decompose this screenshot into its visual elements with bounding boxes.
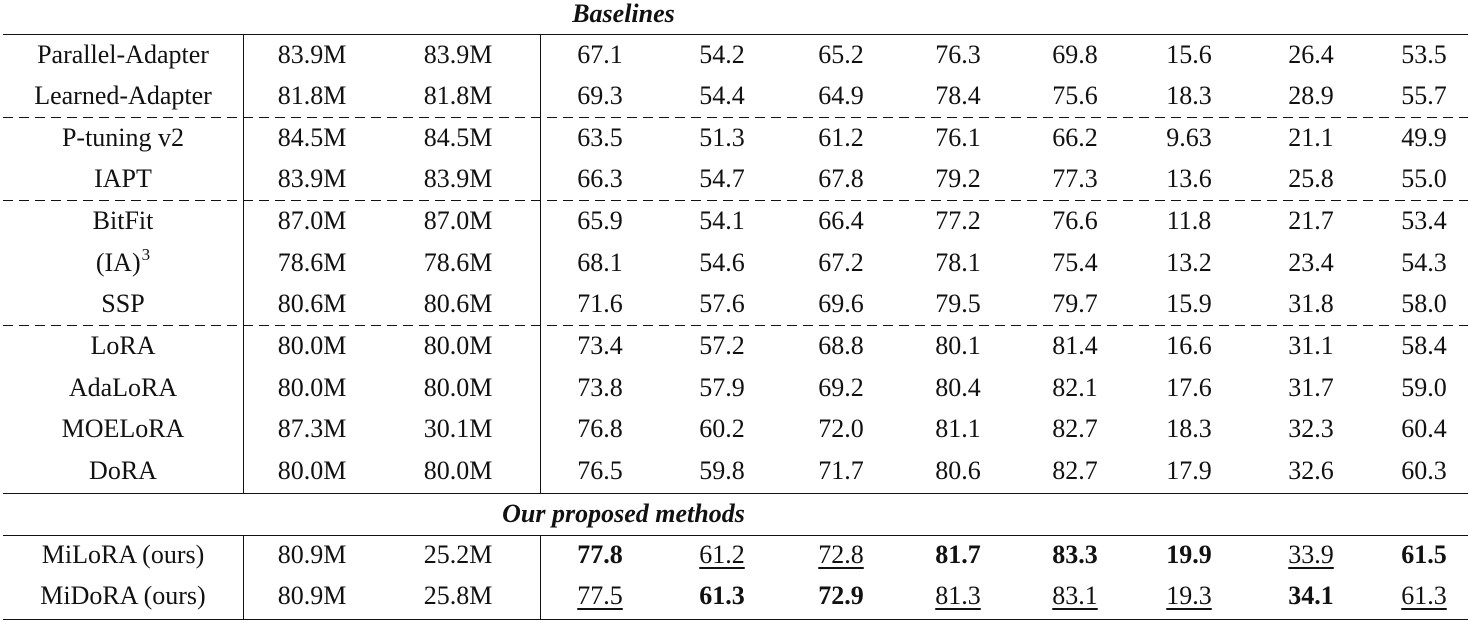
table-row (0, 409, 1471, 449)
score-value: 72.8 (818, 540, 864, 569)
score-cell (1052, 535, 1098, 575)
score-cell (699, 576, 745, 616)
score-value: 26.4 (1288, 40, 1334, 69)
score-cell (1052, 326, 1098, 366)
score-value: 76.5 (577, 456, 623, 485)
table-row (0, 76, 1471, 116)
method-label: (IA) (95, 248, 141, 277)
score-cell (935, 35, 981, 75)
params-active-cell: 81.8M (423, 81, 493, 110)
score-value: 71.6 (577, 289, 623, 318)
score-cell (1401, 35, 1447, 75)
score-cell (1401, 284, 1447, 324)
score-cell (1288, 243, 1334, 283)
score-cell (1401, 576, 1447, 616)
score-value: 16.6 (1166, 331, 1212, 360)
method-name (89, 451, 157, 491)
score-cell (699, 76, 745, 116)
table-row (0, 118, 1471, 158)
score-value: 21.1 (1288, 123, 1334, 152)
rule-bottom (3, 619, 1468, 620)
score-cell (1166, 76, 1212, 116)
score-cell (935, 284, 981, 324)
score-cell (1401, 451, 1447, 491)
score-cell (818, 409, 864, 449)
params-total-cell: 80.0M (277, 456, 347, 485)
score-cell (1288, 201, 1334, 241)
score-value: 66.2 (1052, 123, 1098, 152)
score-cell (1401, 368, 1447, 408)
score-cell (1288, 451, 1334, 491)
score-value: 83.1 (1052, 581, 1098, 610)
score-cell (1401, 243, 1447, 283)
score-value: 65.2 (818, 40, 864, 69)
score-value: 83.3 (1052, 540, 1098, 569)
params-total-cell: 80.9M (277, 581, 347, 610)
score-value: 77.8 (577, 540, 623, 569)
method-label: AdaLoRA (68, 373, 178, 402)
score-value: 13.6 (1166, 164, 1212, 193)
score-cell (1166, 35, 1212, 75)
score-value: 53.5 (1401, 40, 1447, 69)
params-total-cell: 80.6M (277, 289, 347, 318)
table-row (0, 576, 1471, 616)
score-cell (818, 76, 864, 116)
params-total-cell: 78.6M (277, 248, 347, 277)
score-value: 49.9 (1401, 123, 1447, 152)
method-name (34, 76, 212, 116)
method-label: MiLoRA (ours) (41, 540, 205, 569)
score-value: 69.2 (818, 373, 864, 402)
score-value: 17.6 (1166, 373, 1212, 402)
score-value: 79.5 (935, 289, 981, 318)
score-cell (577, 159, 623, 199)
score-cell (818, 35, 864, 75)
score-cell (935, 159, 981, 199)
score-cell (1052, 35, 1098, 75)
params-total-cell: 80.9M (277, 540, 347, 569)
table-row (0, 326, 1471, 366)
score-cell (577, 284, 623, 324)
score-value: 76.8 (577, 414, 623, 443)
score-cell (1401, 159, 1447, 199)
score-value: 55.0 (1401, 164, 1447, 193)
params-active-cell: 83.9M (423, 40, 493, 69)
score-cell (935, 118, 981, 158)
score-value: 81.3 (935, 581, 981, 610)
score-cell (1166, 243, 1212, 283)
score-value: 25.8 (1288, 164, 1334, 193)
score-value: 64.9 (818, 81, 864, 110)
score-cell (1288, 535, 1334, 575)
params-active-cell: 30.1M (423, 414, 493, 443)
score-value: 81.4 (1052, 331, 1098, 360)
score-cell (699, 451, 745, 491)
score-value: 66.3 (577, 164, 623, 193)
score-value: 71.7 (818, 456, 864, 485)
score-cell (577, 535, 623, 575)
score-cell (1166, 576, 1212, 616)
score-value: 33.9 (1288, 540, 1334, 569)
score-value: 15.6 (1166, 40, 1212, 69)
method-name (62, 118, 184, 158)
table-row (0, 159, 1471, 199)
method-label: MOELoRA (61, 414, 185, 443)
score-value: 61.5 (1401, 540, 1447, 569)
score-cell (1288, 76, 1334, 116)
method-name (101, 284, 144, 324)
table-row (0, 243, 1471, 283)
score-cell (1052, 118, 1098, 158)
score-value: 61.3 (1401, 581, 1447, 610)
score-cell (699, 409, 745, 449)
score-cell (1166, 159, 1212, 199)
table-row (0, 451, 1471, 491)
params-active-cell: 80.6M (423, 289, 493, 318)
score-value: 65.9 (577, 206, 623, 235)
score-value: 75.6 (1052, 81, 1098, 110)
score-value: 51.3 (699, 123, 745, 152)
score-value: 31.1 (1288, 331, 1334, 360)
score-value: 75.4 (1052, 248, 1098, 277)
params-total-cell: 81.8M (277, 81, 347, 110)
score-cell (699, 201, 745, 241)
score-cell (1401, 201, 1447, 241)
rule-end-baselines (3, 493, 1468, 494)
score-cell (1166, 118, 1212, 158)
score-cell (699, 243, 745, 283)
score-value: 82.7 (1052, 414, 1098, 443)
score-value: 17.9 (1166, 456, 1212, 485)
score-value: 76.1 (935, 123, 981, 152)
score-cell (818, 576, 864, 616)
score-cell (1288, 409, 1334, 449)
score-cell (1052, 576, 1098, 616)
score-cell (818, 535, 864, 575)
score-cell (1052, 76, 1098, 116)
params-active-cell: 84.5M (423, 123, 493, 152)
table-row (0, 201, 1471, 241)
score-value: 23.4 (1288, 248, 1334, 277)
score-value: 54.3 (1401, 248, 1447, 277)
score-cell (1288, 326, 1334, 366)
score-value: 11.8 (1166, 206, 1212, 235)
score-value: 78.4 (935, 81, 981, 110)
score-cell (1166, 535, 1212, 575)
method-label: DoRA (89, 456, 157, 485)
method-name (94, 159, 152, 199)
score-cell (935, 409, 981, 449)
method-label: MiDoRA (ours) (40, 581, 206, 610)
score-value: 78.1 (935, 248, 981, 277)
method-label: SSP (101, 289, 145, 318)
method-superscript: 3 (141, 245, 151, 264)
method-name (96, 243, 150, 283)
score-cell (818, 451, 864, 491)
score-cell (1288, 284, 1334, 324)
score-cell (1052, 201, 1098, 241)
score-value: 61.3 (699, 581, 745, 610)
score-cell (699, 535, 745, 575)
score-value: 76.3 (935, 40, 981, 69)
score-value: 68.8 (818, 331, 864, 360)
score-value: 68.1 (577, 248, 623, 277)
score-cell (935, 535, 981, 575)
table-row (0, 35, 1471, 75)
params-total-cell: 80.0M (277, 373, 347, 402)
score-cell (1166, 451, 1212, 491)
score-cell (935, 76, 981, 116)
method-label: Parallel-Adapter (37, 40, 209, 69)
params-total-cell: 83.9M (277, 40, 347, 69)
params-active-cell: 80.0M (423, 331, 493, 360)
score-cell (935, 201, 981, 241)
score-cell (818, 284, 864, 324)
params-total-cell: 84.5M (277, 123, 347, 152)
score-cell (818, 243, 864, 283)
section-title-baselines: Baselines (572, 0, 675, 28)
score-value: 80.1 (935, 331, 981, 360)
score-cell (577, 76, 623, 116)
score-cell (699, 284, 745, 324)
score-cell (1288, 118, 1334, 158)
params-total-cell: 87.0M (277, 206, 347, 235)
score-cell (1052, 368, 1098, 408)
score-value: 31.7 (1288, 373, 1334, 402)
score-cell (935, 451, 981, 491)
score-value: 61.2 (818, 123, 864, 152)
params-active-cell: 25.2M (423, 540, 493, 569)
table-row (0, 368, 1471, 408)
score-cell (1166, 284, 1212, 324)
score-cell (699, 159, 745, 199)
score-value: 58.0 (1401, 289, 1447, 318)
score-cell (1288, 35, 1334, 75)
score-cell (818, 326, 864, 366)
score-cell (1052, 451, 1098, 491)
score-cell (1166, 326, 1212, 366)
score-cell (577, 451, 623, 491)
method-name (91, 326, 156, 366)
method-name (42, 535, 205, 575)
method-name (40, 576, 205, 616)
score-value: 18.3 (1166, 81, 1212, 110)
score-value: 57.6 (699, 289, 745, 318)
score-cell (577, 243, 623, 283)
score-value: 59.8 (699, 456, 745, 485)
score-cell (577, 368, 623, 408)
method-label: LoRA (90, 331, 156, 360)
score-value: 58.4 (1401, 331, 1447, 360)
method-label: IAPT (94, 164, 152, 193)
score-value: 66.4 (818, 206, 864, 235)
score-value: 82.7 (1052, 456, 1098, 485)
score-value: 72.9 (818, 581, 864, 610)
score-value: 53.4 (1401, 206, 1447, 235)
method-name (37, 35, 209, 75)
score-cell (1052, 409, 1098, 449)
score-value: 28.9 (1288, 81, 1334, 110)
score-cell (699, 35, 745, 75)
score-cell (1052, 284, 1098, 324)
params-total-cell: 80.0M (277, 331, 347, 360)
score-cell (577, 409, 623, 449)
score-cell (1401, 535, 1447, 575)
score-cell (935, 576, 981, 616)
score-cell (1052, 159, 1098, 199)
score-cell (1401, 326, 1447, 366)
score-value: 72.0 (818, 414, 864, 443)
score-value: 34.1 (1288, 581, 1334, 610)
score-value: 19.9 (1166, 540, 1212, 569)
method-name (69, 368, 177, 408)
score-value: 77.2 (935, 206, 981, 235)
score-cell (577, 118, 623, 158)
score-cell (1166, 368, 1212, 408)
score-value: 32.6 (1288, 456, 1334, 485)
params-active-cell: 78.6M (423, 248, 493, 277)
score-cell (699, 326, 745, 366)
score-value: 61.2 (699, 540, 745, 569)
score-cell (818, 201, 864, 241)
score-cell (935, 243, 981, 283)
score-cell (818, 118, 864, 158)
score-cell (577, 35, 623, 75)
score-value: 82.1 (1052, 373, 1098, 402)
score-cell (1401, 409, 1447, 449)
score-cell (1401, 118, 1447, 158)
score-cell (1401, 76, 1447, 116)
score-value: 60.4 (1401, 414, 1447, 443)
score-value: 76.6 (1052, 206, 1098, 235)
score-cell (577, 201, 623, 241)
score-value: 54.7 (699, 164, 745, 193)
score-value: 81.1 (935, 414, 981, 443)
score-value: 80.4 (935, 373, 981, 402)
score-value: 79.2 (935, 164, 981, 193)
score-value: 69.3 (577, 81, 623, 110)
method-name (62, 409, 185, 449)
score-value: 69.8 (1052, 40, 1098, 69)
score-value: 55.7 (1401, 81, 1447, 110)
params-active-cell: 25.8M (423, 581, 493, 610)
table-row (0, 535, 1471, 575)
score-value: 57.2 (699, 331, 745, 360)
score-cell (935, 326, 981, 366)
score-value: 19.3 (1166, 581, 1212, 610)
score-value: 31.8 (1288, 289, 1334, 318)
score-value: 67.8 (818, 164, 864, 193)
score-value: 59.0 (1401, 373, 1447, 402)
score-cell (1052, 243, 1098, 283)
score-value: 15.9 (1166, 289, 1212, 318)
score-value: 54.2 (699, 40, 745, 69)
params-total-cell: 87.3M (277, 414, 347, 443)
score-cell (818, 368, 864, 408)
score-value: 60.2 (699, 414, 745, 443)
score-value: 67.2 (818, 248, 864, 277)
score-cell (935, 368, 981, 408)
score-value: 79.7 (1052, 289, 1098, 318)
score-cell (1288, 368, 1334, 408)
params-active-cell: 80.0M (423, 456, 493, 485)
score-cell (577, 576, 623, 616)
score-value: 54.1 (699, 206, 745, 235)
score-value: 13.2 (1166, 248, 1212, 277)
score-value: 69.6 (818, 289, 864, 318)
score-cell (818, 159, 864, 199)
params-total-cell: 83.9M (277, 164, 347, 193)
method-label: BitFit (92, 206, 154, 235)
score-cell (1166, 409, 1212, 449)
score-value: 21.7 (1288, 206, 1334, 235)
score-value: 60.3 (1401, 456, 1447, 485)
score-value: 57.9 (699, 373, 745, 402)
score-value: 63.5 (577, 123, 623, 152)
score-cell (699, 368, 745, 408)
method-label: Learned-Adapter (34, 81, 212, 110)
method-name (93, 201, 154, 241)
score-value: 9.63 (1166, 123, 1212, 152)
score-cell (1288, 576, 1334, 616)
score-value: 32.3 (1288, 414, 1334, 443)
section-title-proposed: Our proposed methods (502, 499, 745, 528)
score-cell (699, 118, 745, 158)
params-active-cell: 87.0M (423, 206, 493, 235)
score-value: 81.7 (935, 540, 981, 569)
params-active-cell: 80.0M (423, 373, 493, 402)
score-value: 77.5 (577, 581, 623, 610)
table-row (0, 284, 1471, 324)
score-value: 77.3 (1052, 164, 1098, 193)
params-active-cell: 83.9M (423, 164, 493, 193)
score-value: 80.6 (935, 456, 981, 485)
score-cell (577, 326, 623, 366)
method-label: P-tuning v2 (61, 123, 185, 152)
score-value: 73.8 (577, 373, 623, 402)
score-value: 67.1 (577, 40, 623, 69)
score-value: 73.4 (577, 331, 623, 360)
score-value: 54.4 (699, 81, 745, 110)
score-cell (1288, 159, 1334, 199)
score-cell (1167, 201, 1212, 241)
score-value: 54.6 (699, 248, 745, 277)
score-value: 18.3 (1166, 414, 1212, 443)
